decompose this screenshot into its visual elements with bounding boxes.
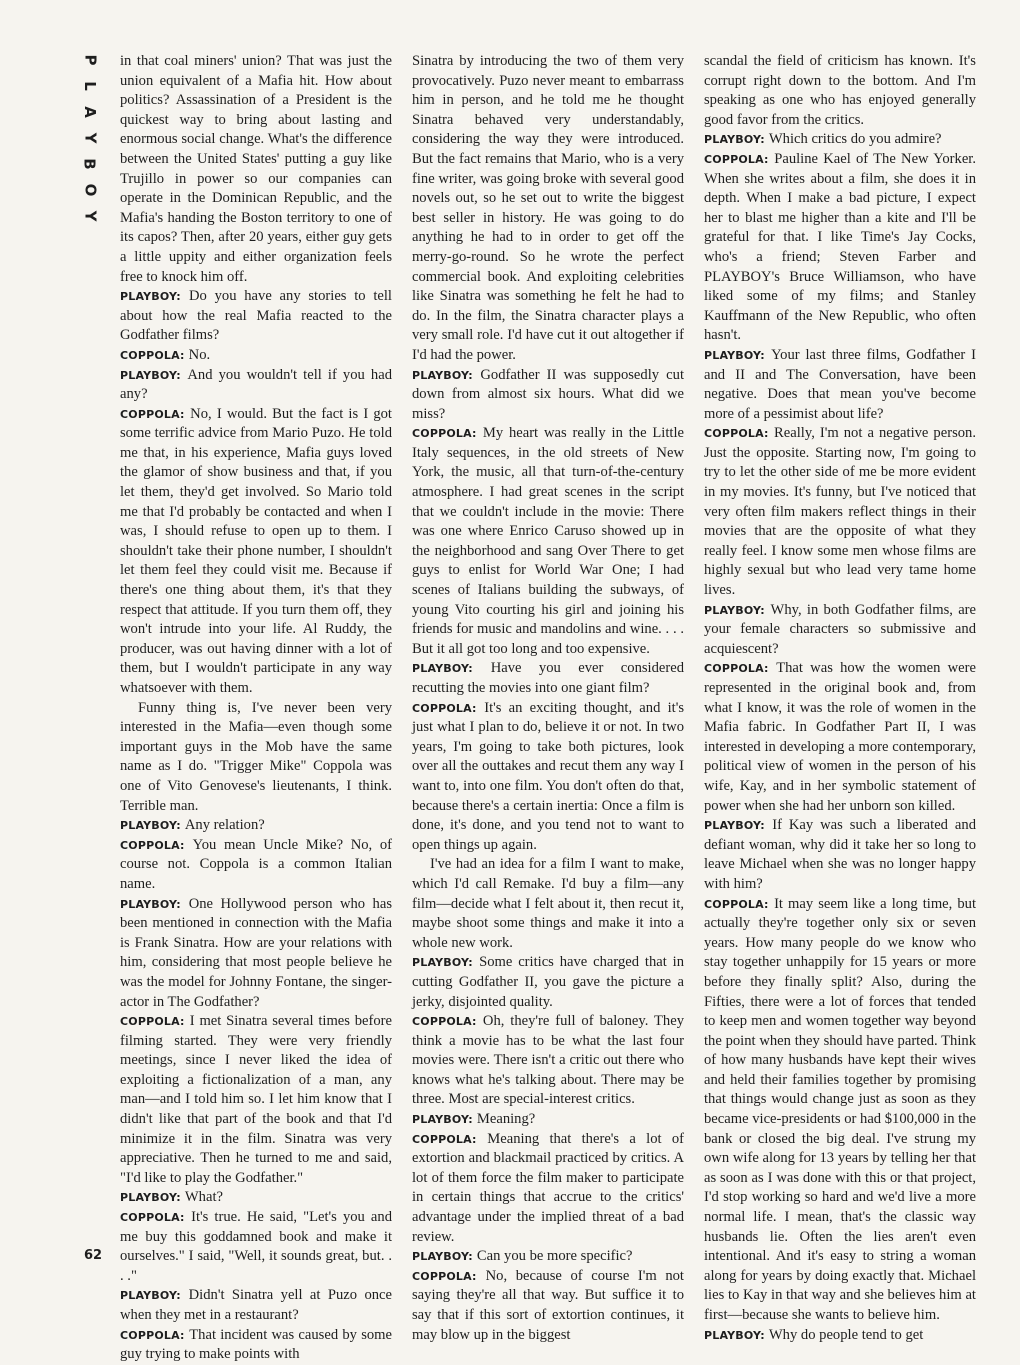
interview-paragraph — [704, 424, 976, 600]
question-text: Have you ever considered recutting the movies into one giant film? — [412, 660, 685, 696]
interview-paragraph — [704, 150, 976, 346]
speaker-label: COPPOLA: — [412, 1132, 477, 1146]
speaker-label: COPPOLA: — [704, 152, 769, 166]
speaker-label: PLAYBOY: — [120, 1289, 181, 1303]
answer-text: Really, I'm not a negative person. Just the opposite. Starting now, I'm going to try to let the other side of me be more evident in my movies. It's funny, but I've noticed that very often film makers reflect things in their movies that are the opposite of what they really feel. I know some men whose films are highly sexual but who lead very tame home lives. — [704, 425, 976, 599]
interview-paragraph — [120, 287, 392, 346]
interview-paragraph — [120, 1208, 392, 1286]
interview-paragraph — [120, 816, 392, 836]
interview-paragraph — [704, 816, 976, 894]
question-text: Didn't Sinatra yell at Puzo once when they met in a restaurant? — [120, 1287, 392, 1323]
interview-paragraph — [120, 405, 392, 699]
answer-text: My heart was really in the Little Italy sequences, in the old streets of New York, the music, all that turn-of-the-century atmosphere. I had great scenes in the script that we couldn't include in the movie: There was one where Enrico Caruso showed up in the neighborhood and sang Over There to get guys to enlist for World War One; I had scenes of Italians building the subways, of young Vito courting his girl and joining his friends for music and mandolins and wine. . . . But it all got too long and too expensive. — [412, 425, 684, 657]
speaker-label: PLAYBOY: — [412, 1113, 473, 1127]
column-3 — [704, 52, 977, 1343]
speaker-label: COPPOLA: — [704, 897, 769, 911]
masthead-letter: Y — [81, 210, 99, 222]
speaker-label: PLAYBOY: — [120, 1191, 181, 1205]
interview-paragraph — [120, 895, 392, 1013]
interview-paragraph — [120, 346, 392, 366]
speaker-label: COPPOLA: — [120, 1015, 185, 1029]
question-text: Your last three films, Godfather I and II and The Conversation, have been negative. Does that mean you've become more of a pessimist about life? — [704, 346, 977, 422]
speaker-label: PLAYBOY: — [704, 603, 765, 617]
interview-paragraph — [704, 1326, 976, 1346]
masthead-letter: P — [81, 54, 99, 66]
question-text: Why do people tend to get — [768, 1326, 924, 1343]
masthead-letter: Y — [81, 132, 99, 144]
interview-paragraph — [412, 424, 684, 659]
answer-text: You mean Uncle Mike? No, of course not. Coppola is a common Italian name. — [120, 836, 392, 892]
question-text: If Kay was such a liberated and defiant woman, why did it take her so long to leave Michael when she was no longer happy with him? — [704, 817, 977, 892]
interview-paragraph — [412, 1012, 684, 1110]
speaker-label: PLAYBOY: — [412, 662, 473, 676]
interview-paragraph — [412, 366, 684, 425]
interview-paragraph — [704, 130, 976, 150]
interview-paragraph — [412, 1130, 684, 1248]
speaker-label: COPPOLA: — [412, 427, 477, 441]
speaker-label: COPPOLA: — [412, 1015, 477, 1029]
interview-paragraph — [704, 601, 976, 660]
speaker-label: COPPOLA: — [120, 348, 185, 362]
question-text: One Hollywood person who has been mentioned in connection with the Mafia is Frank Sinatra. How are your relations with him, considering that most people believe he was the model for Johnny Fontane, the singer-actor in The Godfather? — [120, 895, 393, 1010]
masthead — [80, 50, 100, 226]
interview-paragraph — [704, 659, 976, 816]
interview-paragraph — [412, 52, 684, 366]
masthead-letter: B — [81, 158, 99, 170]
interview-paragraph — [120, 1012, 392, 1188]
speaker-label: PLAYBOY: — [120, 368, 181, 382]
answer-text: Pauline Kael of The New Yorker. When she writes about a film, she does it in depth. When I make a bad picture, I expect her to blast me higher than a kite and I'll be grateful for that. I like Time's Jay Cocks, who's a friend; Steven Farber and PLAYBOY's Bruce Williamson, who have liked some of my films; and Stanley Kauffmann of the New Republic, who often hasn't. — [704, 150, 976, 344]
speaker-label: PLAYBOY: — [412, 1250, 473, 1264]
interview-paragraph — [704, 52, 976, 130]
answer-text: No, because of course I'm not saying they're all that way. But suffice it to say that if this sort of extortion continues, it may blow up in the biggest — [412, 1267, 684, 1343]
question-text: Can you be more specific? — [476, 1248, 633, 1265]
question-text: Do you have any stories to tell about how the real Mafia reacted to the Godfather films? — [120, 288, 392, 344]
speaker-label: COPPOLA: — [120, 1328, 185, 1342]
answer-text: Funny thing is, I've never been very interested in the Mafia—even though some important guys in the Mob have the same name as I do. "Trigger Mike" Coppola was one of Vito Genovese's lieutenants, I think. Terrible man. — [120, 699, 392, 814]
question-text: Some critics have charged that in cutting Godfather II, you gave the picture a jerky, disjointed quality. — [412, 954, 684, 1010]
answer-text: It may seem like a long time, but actually they're together only six or seven years. How many people do we know who stay together unhappily for 15 years or more before they finally split? Also, during the Fifties, there were a lot of forces that tended to keep men and women together way beyond the point when they should have parted. Think of how many husbands have kept their wives and held their families together by promising that things would change just as soon as they became vice-presidents or had $100,000 in the bank or closed the big deal. I've strung my own wife along for 13 years by telling her that as soon as I was done with this or that project, I'd stop working so hard and we'd live a more normal life. I mean, that's the classic way husbands lie. Often the lies aren't even intentional. And it's easy to string a woman along for years by doing exactly that. Michael lies to Kay in that way and she believes him at first—because she wants to believe him. — [704, 895, 976, 1323]
interview-paragraph — [412, 1267, 684, 1345]
answer-text: I met Sinatra several times before filming started. They were very friendly meetings, since I never liked the idea of exploiting a fictionalization of a man, any man—and I told him so. I let him know that I didn't like that part of the book and that I'd minimize it in the film. Sinatra was very appreciative. Then he turned to me and said, "I'd like to play the Godfather." — [120, 1013, 393, 1186]
speaker-label: COPPOLA: — [412, 701, 477, 715]
answer-text: It's true. He said, "Let's you and me buy this goddamned book and make it ourselves." I said, "Well, it sounds great, but. . . ." — [120, 1209, 392, 1284]
answer-text: It's an exciting thought, and it's just what I plan to do, believe it or not. In two years, I'm going to take both pictures, look over all the outtakes and recut them any way I want to, into one film. You don't often do that, because there's a certain inertia: Once a film is done, it's done, and you tend not to want to open things up again. — [412, 699, 684, 853]
question-text: Any relation? — [184, 817, 265, 834]
interview-paragraph — [120, 366, 392, 405]
speaker-label: PLAYBOY: — [704, 348, 765, 362]
speaker-label: PLAYBOY: — [412, 368, 473, 382]
interview-paragraph — [412, 953, 684, 1012]
question-text: And you wouldn't tell if you had any? — [120, 366, 393, 403]
speaker-label: PLAYBOY: — [120, 897, 181, 911]
question-text: Meaning? — [476, 1111, 536, 1128]
speaker-label: COPPOLA: — [120, 407, 185, 421]
interview-paragraph — [704, 895, 976, 1326]
interview-paragraph — [120, 1286, 392, 1325]
interview-paragraph — [412, 1110, 684, 1130]
interview-paragraph — [704, 346, 976, 424]
speaker-label: COPPOLA: — [120, 1211, 185, 1225]
question-text: What? — [184, 1189, 223, 1206]
answer-text: Meaning that there's a lot of extortion and blackmail practiced by critics. A lot of them force the film maker to participate in certain things that accrue to the critics' advantage under the implied threat of a bad review. — [412, 1130, 684, 1245]
answer-text: No. — [188, 346, 211, 363]
question-text: Which critics do you admire? — [768, 131, 942, 148]
speaker-label: PLAYBOY: — [704, 133, 765, 147]
masthead-letter: O — [80, 183, 99, 197]
interview-paragraph — [412, 1247, 684, 1267]
interview-paragraph — [120, 1188, 392, 1208]
answer-text: I've had an idea for a film I want to make, which I'd call Remake. I'd buy a film—any film—decide what I felt about it, then recut it, maybe shoot some things and make it into a whole new work. — [412, 856, 684, 951]
interview-paragraph — [120, 52, 392, 287]
speaker-label: PLAYBOY: — [120, 290, 181, 304]
answer-text: Oh, they're full of baloney. They think a movie has to be what the last four movies were. There isn't a critic out there who knows what he's talking about. There may be three. Most are special-interest critics. — [412, 1013, 684, 1108]
page-number: 62 — [84, 1248, 103, 1263]
masthead-letter: L — [81, 81, 99, 91]
speaker-label: PLAYBOY: — [412, 956, 473, 970]
answer-text: Sinatra by introducing the two of them very provocatively. Puzo never meant to embarrass him in person, and he told me he thought Sinatra behaved very understandably, considering the way they were introduced. But the fact remains that Mario, who is a very fine writer, was going broke with several good novels out, so he set out to write the biggest best seller in history. He was going to do anything he had to in order to get off the merry-go-round. So he wrote the perfect commercial book. And exploiting celebrities like Sinatra was something he felt he had to do. In the film, the Sinatra character plays a very small role. I'd have cut it out altogether if I'd had the power. — [412, 53, 684, 363]
answer-text: No, I would. But the fact is I got some terrific advice from Mario Puzo. He told me that, in his experience, Mafia guys loved the glamor of show business and that, if you let them, they'd get involved. So Mario told me that I'd probably be contacted and when I was, I should refuse to open up to them. I shouldn't take their phone number, I shouldn't let them feel they could visit me. Because if there's one thing about them, it's that they respect that attitude. If you turn them off, they won't intrude into your life. Al Ruddy, the producer, was out having dinner with a lot of them, but I wouldn't participate in any way whatsoever with them. — [120, 405, 392, 696]
question-text: Godfather II was supposedly cut down from almost six hours. What did we miss? — [412, 366, 685, 422]
interview-paragraph — [412, 659, 684, 698]
answer-text: in that coal miners' union? That was just the union equivalent of a Mafia hit. How about politics? Assassination of a President is the quickest way to bring about lasting and enormous social change. What's the difference between the United States' putting a guy like Trujillo in power so our companies can operate in the Dominican Republic, and the Mafia's handing the Boston territory to one of its capos? Then, after 20 years, either guy gets a little uppity and either organization feels free to knock him off. — [120, 53, 392, 285]
speaker-label: PLAYBOY: — [704, 1328, 765, 1342]
column-1 — [120, 52, 393, 1363]
question-text: Why, in both Godfather films, are your female characters so submissive and acquiescent? — [704, 601, 977, 657]
answer-text: That incident was caused by some guy trying to make points with — [120, 1326, 393, 1363]
answer-text: scandal the field of criticism has known. It's corrupt right down to the bottom. And I'm speaking as one who has enjoyed generally good favor from the critics. — [704, 53, 976, 128]
interview-paragraph — [120, 836, 392, 895]
speaker-label: COPPOLA: — [120, 838, 185, 852]
masthead-letter: A — [80, 106, 99, 118]
column-2 — [412, 52, 685, 1343]
speaker-label: COPPOLA: — [704, 427, 769, 441]
interview-paragraph — [120, 1326, 392, 1365]
answer-text: That was how the women were represented in the original book and, from what I know, it was the role of women in the Mafia fabric. In Godfather Part II, I was interested in developing a more contemporary, political view of women in the person of his wife, Kay, and in her symbolic statement of power when she had her unborn son killed. — [704, 660, 976, 814]
interview-paragraph — [412, 855, 684, 953]
speaker-label: COPPOLA: — [704, 662, 769, 676]
speaker-label: PLAYBOY: — [120, 819, 181, 833]
speaker-label: COPPOLA: — [412, 1269, 477, 1283]
interview-paragraph — [120, 699, 392, 817]
interview-paragraph — [412, 699, 684, 856]
speaker-label: PLAYBOY: — [704, 819, 765, 833]
